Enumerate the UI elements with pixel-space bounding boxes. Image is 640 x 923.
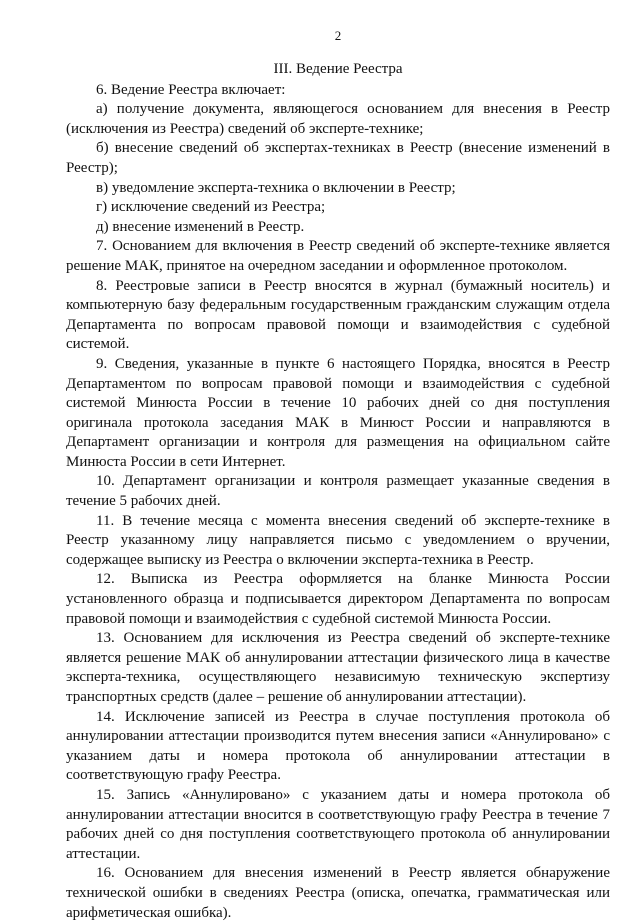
paragraph-6v: в) уведомление эксперта-техника о включении в Реестр; — [96, 179, 456, 196]
paragraph-6d: д) внесение изменений в Реестр. — [96, 218, 305, 235]
paragraph-11: 11. В течение месяца с момента внесения сведений об эксперте-технике в Реестр указанному лицу направляется письмо с уведомлением о вручении, содержащее выписку из Реестра о включении эксперта-техника в Реестр. — [66, 512, 610, 568]
paragraph-15: 15. Запись «Аннулировано» с указанием даты и номера протокола об аннулировании аттестации вносится в соответствующую графу Реестра в течение 7 рабочих дней со дня поступления соответствующего протокола об аннулировании аттестации. — [66, 786, 610, 862]
paragraph-8: 8. Реестровые записи в Реестр вносятся в журнал (бумажный носитель) и компьютерную базу федеральным государственным гражданским служащим отдела Департамента по вопросам правовой помощи и взаимодействия с судебной системой. — [66, 277, 610, 353]
paragraph-9: 9. Сведения, указанные в пункте 6 настоящего Порядка, вносятся в Реестр Департаментом по вопросам правовой помощи и взаимодействия с судебной системой Минюста России в течение 10 рабочих дней со дня поступления оригинала протокола заседания МАК в Минюст России и направляются в Департамент организации и контроля для размещения на официальном сайте Минюста России в сети Интернет. — [66, 355, 610, 470]
page-number: 2 — [334, 28, 342, 43]
paragraph-7: 7. Основанием для включения в Реестр сведений об эксперте-технике является решение МАК, принятое на очередном заседании и оформленное протоколом. — [66, 238, 610, 274]
paragraph-16: 16. Основанием для внесения изменений в Реестр является обнаружение технической ошибки в сведениях Реестра (описка, опечатка, грамматическая или арифметическая ошибка). — [66, 865, 610, 921]
paragraph-14: 14. Исключение записей из Реестра в случае поступления протокола об аннулировании аттестации производится путем внесения записи «Аннулировано» с указанием даты и номера протокола об аннулировании аттестации в соответствующую графу Реестра. — [66, 708, 610, 784]
paragraph-6a: а) получение документа, являющегося основанием для внесения в Реестр (исключения из Реестра) сведений об эксперте-технике; — [66, 101, 610, 137]
paragraph-6b: б) внесение сведений об экспертах-техниках в Реестр (внесение изменений в Реестр); — [66, 140, 610, 176]
paragraph-13: 13. Основанием для исключения из Реестра сведений об эксперте-технике является решение МАК об аннулировании аттестации физического лица в качестве эксперта-техника, осуществляющего независимую техническую экспертизу транспортных средств (далее – решение об аннулировании аттестации). — [66, 630, 610, 705]
paragraph-6g: г) исключение сведений из Реестра; — [96, 199, 326, 216]
paragraph-6: 6. Ведение Реестра включает: — [96, 81, 286, 98]
section-title: III. Ведение Реестра — [273, 61, 403, 77]
paragraph-10: 10. Департамент организации и контроля размещает указанные сведения в течение 5 рабочих дней. — [66, 473, 610, 510]
paragraph-12: 12. Выписка из Реестра оформляется на бланке Минюста России установленного образца и подписывается директором Департамента по вопросам правовой помощи и взаимодействия с судебной системой Минюста России. — [66, 571, 610, 627]
